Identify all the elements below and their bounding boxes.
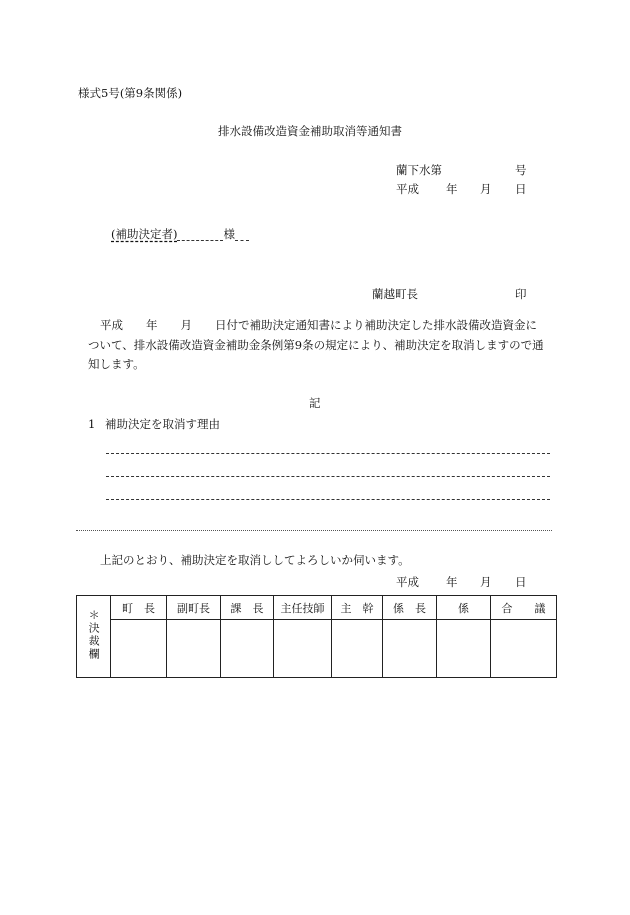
addressee-label: (補助決定者) [111,227,178,241]
approval-stamp-table [76,595,557,678]
reason-line[interactable] [106,453,550,454]
reference-number-suffix: 号 [515,163,527,177]
stamp-box-supervisor[interactable] [332,620,383,678]
approval-date-day: 日 [515,575,527,589]
addressee-line [111,229,249,241]
col-header-consultation: 合 議 [491,596,557,620]
col-header-deputy-mayor: 副町長 [167,596,221,620]
approval-side-label: ＊決裁欄 [77,596,111,678]
stamp-box-chief-engineer[interactable] [274,620,332,678]
stamp-box-section-chief[interactable] [221,620,274,678]
col-header-section-chief: 課 長 [221,596,274,620]
addressee-honorific: 様 [223,227,235,241]
col-header-supervisor: 主 幹 [332,596,383,620]
ki-heading: 記 [309,396,321,410]
body-line-2: ついて、排水設備改造資金補助金条例第9条の規定により、補助決定を取消しますので通 [88,338,544,352]
section-1-number: 1 [88,417,96,431]
col-header-staff: 係 [437,596,491,620]
stamp-box-consultation[interactable] [491,620,557,678]
col-header-subsection-chief: 係 長 [383,596,437,620]
approval-date-year: 年 [446,575,458,589]
document-title: 排水設備改造資金補助取消等通知書 [218,124,402,138]
seal-mark: 印 [515,287,527,301]
addressee-trail-blank [235,240,249,241]
body-line-3: 知します。 [88,357,145,371]
date-month: 月 [480,182,492,196]
col-header-chief-engineer: 主任技師 [274,596,332,620]
stamp-box-deputy-mayor[interactable] [167,620,221,678]
approval-request-text: 上記のとおり、補助決定を取消ししてよろしいか伺います。 [100,553,410,567]
date-era: 平成 [396,182,419,196]
date-day: 日 [515,182,527,196]
cut-separator [76,530,552,531]
stamp-box-mayor[interactable] [111,620,167,678]
approval-date-era: 平成 [396,575,419,589]
col-header-mayor: 町 長 [111,596,167,620]
date-year: 年 [446,182,458,196]
body-line-1: 平成 年 月 日付で補助決定通知書により補助決定した排水設備改造資金に [100,318,537,332]
stamp-box-subsection-chief[interactable] [383,620,437,678]
issuer-name: 蘭越町長 [372,287,418,301]
stamp-box-staff[interactable] [437,620,491,678]
approval-date-month: 月 [480,575,492,589]
reference-number-prefix: 蘭下水第 [396,163,442,177]
reason-line[interactable] [106,499,550,500]
addressee-name-blank[interactable] [177,240,223,241]
reason-line[interactable] [106,476,550,477]
form-number: 様式5号(第9条関係) [78,86,183,100]
section-1-label: 補助決定を取消す理由 [105,417,220,431]
